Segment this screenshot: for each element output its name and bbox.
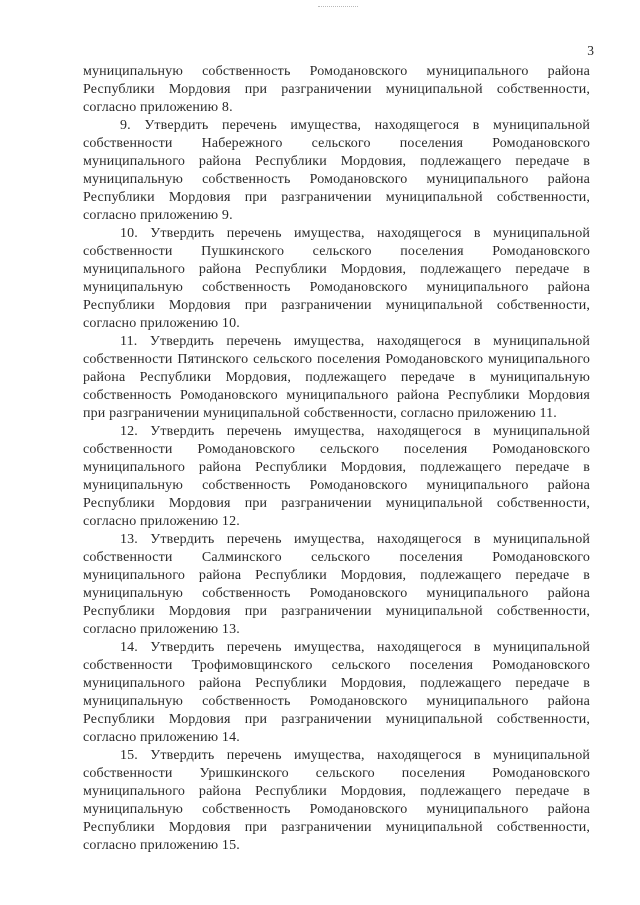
continuation-paragraph: муниципальную собственность Ромодановского муниципального района Республики Мордовия при разграничении муниципальной собственности, согласно приложению 8. — [83, 64, 590, 115]
item-11-paragraph: 11. Утвердить перечень имущества, находящегося в муниципальной собственности Пятинского сельского поселения Ромодановского муниципального района Республики Мордовия, подлежащего передаче в муниципальную собственность Ромодановского муниципального района Республики Мордовия при разграничении муниципальной собственности, согласно приложению 11. — [83, 334, 590, 421]
item-10-paragraph: 10. Утвердить перечень имущества, находящегося в муниципальной собственности Пушкинского сельского поселения Ромодановского муниципального района Республики Мордовия, подлежащего передаче в муниципальную собственность Ромодановского муниципального района Республики Мордовия при разграничении муниципальной собственности, согласно приложению 10. — [83, 226, 590, 331]
scan-artifact — [318, 6, 358, 9]
item-14-paragraph: 14. Утвердить перечень имущества, находящегося в муниципальной собственности Трофимовщинского сельского поселения Ромодановского муниципального района Республики Мордовия, подлежащего передаче в муниципальную собственность Ромодановского муниципального района Республики Мордовия при разграничении муниципальной собственности, согласно приложению 14. — [83, 640, 590, 745]
page-number: 3 — [587, 43, 594, 58]
item-9-paragraph: 9. Утвердить перечень имущества, находящегося в муниципальной собственности Набережного сельского поселения Ромодановского муниципального района Республики Мордовия, подлежащего передаче в муниципальную собственность Ромодановского муниципального района Республики Мордовия при разграничении муниципальной собственности, согласно приложению 9. — [83, 118, 590, 223]
item-13-paragraph: 13. Утвердить перечень имущества, находящегося в муниципальной собственности Салминского сельского поселения Ромодановского муниципального района Республики Мордовия, подлежащего передаче в муниципальную собственность Ромодановского муниципального района Республики Мордовия при разграничении муниципальной собственности, согласно приложению 13. — [83, 532, 590, 637]
item-12-paragraph: 12. Утвердить перечень имущества, находящегося в муниципальной собственности Ромодановского сельского поселения Ромодановского муниципального района Республики Мордовия, подлежащего передаче в муниципальную собственность Ромодановского муниципального района Республики Мордовия при разграничении муниципальной собственности, согласно приложению 12. — [83, 424, 590, 529]
document-body — [83, 63, 590, 855]
item-15-paragraph: 15. Утвердить перечень имущества, находящегося в муниципальной собственности Уришкинского сельского поселения Ромодановского муниципального района Республики Мордовия, подлежащего передаче в муниципальную собственность Ромодановского муниципального района Республики Мордовия при разграничении муниципальной собственности, согласно приложению 15. — [83, 748, 590, 853]
